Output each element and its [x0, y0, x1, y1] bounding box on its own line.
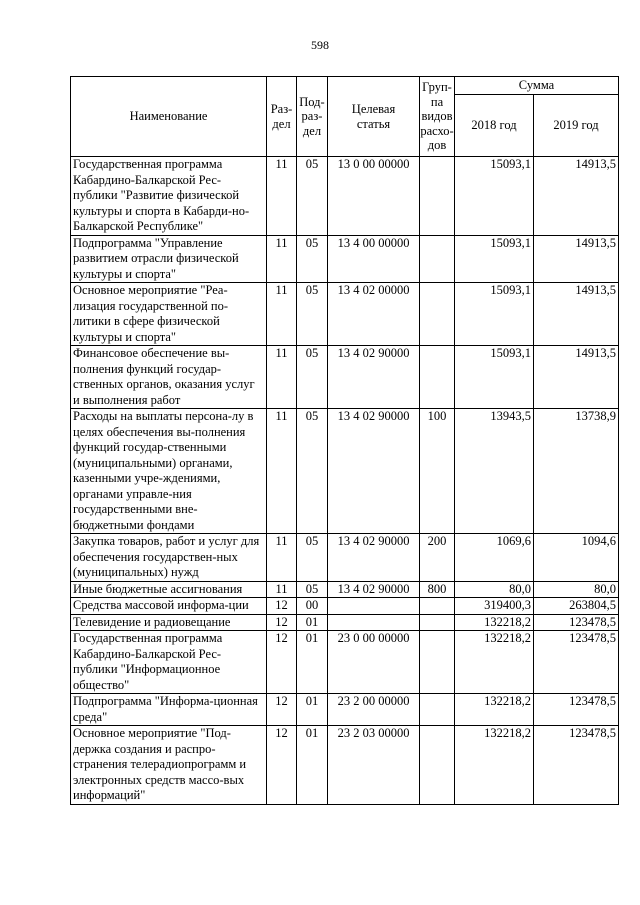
header-sum: Сумма [455, 77, 619, 95]
row-expense-group [420, 157, 455, 236]
table-row [71, 694, 619, 726]
row-section: 11 [267, 534, 297, 582]
header-name: Наименование [71, 77, 267, 157]
row-section: 12 [267, 631, 297, 694]
row-section: 11 [267, 157, 297, 236]
table-row [71, 409, 619, 534]
table-row [71, 631, 619, 694]
row-subsection: 05 [297, 235, 328, 283]
row-subsection: 01 [297, 614, 328, 631]
row-amount-2018: 13943,5 [455, 409, 534, 534]
row-name: Подпрограмма "Управление развитием отрасли физической культуры и спорта" [71, 235, 267, 283]
row-amount-2019: 123478,5 [534, 694, 619, 726]
row-name: Финансовое обеспечение вы-полнения функций государ-ственных органов, оказания услуг и выполнения работ [71, 346, 267, 409]
row-name: Средства массовой информа-ции [71, 598, 267, 615]
row-amount-2018: 1069,6 [455, 534, 534, 582]
row-name: Закупка товаров, работ и услуг для обеспечения государствен-ных (муниципальных) нужд [71, 534, 267, 582]
row-amount-2019: 263804,5 [534, 598, 619, 615]
row-subsection: 05 [297, 157, 328, 236]
row-subsection: 05 [297, 534, 328, 582]
row-expense-group: 800 [420, 581, 455, 598]
row-expense-group [420, 283, 455, 346]
row-expense-group [420, 694, 455, 726]
row-section: 11 [267, 283, 297, 346]
row-target-article: 13 4 02 00000 [328, 283, 420, 346]
row-amount-2019: 123478,5 [534, 631, 619, 694]
budget-table [70, 76, 619, 805]
row-subsection: 01 [297, 631, 328, 694]
row-target-article [328, 614, 420, 631]
row-amount-2019: 123478,5 [534, 726, 619, 805]
row-subsection: 05 [297, 581, 328, 598]
row-section: 11 [267, 346, 297, 409]
row-name: Основное мероприятие "Под-держка создания и распро-странения телерадиопрограмм и электронных средств массо-вых информаций" [71, 726, 267, 805]
row-amount-2018: 80,0 [455, 581, 534, 598]
header-year-2019: 2019 год [534, 95, 619, 157]
row-amount-2018: 132218,2 [455, 614, 534, 631]
row-expense-group [420, 346, 455, 409]
row-section: 12 [267, 694, 297, 726]
table-row [71, 614, 619, 631]
row-amount-2019: 14913,5 [534, 346, 619, 409]
row-amount-2019: 80,0 [534, 581, 619, 598]
row-amount-2018: 15093,1 [455, 283, 534, 346]
row-name: Основное мероприятие "Реа-лизация государственной по-литики в сфере физической культуры и спорта" [71, 283, 267, 346]
row-target-article: 13 4 00 00000 [328, 235, 420, 283]
row-section: 12 [267, 598, 297, 615]
row-subsection: 05 [297, 409, 328, 534]
row-name: Телевидение и радиовещание [71, 614, 267, 631]
row-amount-2018: 132218,2 [455, 694, 534, 726]
row-amount-2019: 14913,5 [534, 157, 619, 236]
table-row [71, 598, 619, 615]
header-year-2018: 2018 год [455, 95, 534, 157]
row-section: 11 [267, 409, 297, 534]
row-amount-2019: 1094,6 [534, 534, 619, 582]
row-amount-2019: 13738,9 [534, 409, 619, 534]
row-target-article: 13 4 02 90000 [328, 581, 420, 598]
row-amount-2018: 319400,3 [455, 598, 534, 615]
row-subsection: 01 [297, 694, 328, 726]
row-name: Расходы на выплаты персона-лу в целях обеспечения вы-полнения функций государ-ственными (муниципальными) органами, казенными учре-ждениями, органами управле-ния государственными вне-бюджетными фондами [71, 409, 267, 534]
row-target-article: 13 0 00 00000 [328, 157, 420, 236]
table-row [71, 581, 619, 598]
header-expense-group: Груп- па видов расхо- дов [420, 77, 455, 157]
row-target-article: 13 4 02 90000 [328, 409, 420, 534]
row-name: Иные бюджетные ассигнования [71, 581, 267, 598]
row-section: 11 [267, 581, 297, 598]
table-header [71, 77, 619, 157]
row-target-article: 23 2 03 00000 [328, 726, 420, 805]
row-target-article: 13 4 02 90000 [328, 534, 420, 582]
row-target-article: 13 4 02 90000 [328, 346, 420, 409]
table-row [71, 235, 619, 283]
page-number: 598 [311, 38, 329, 52]
row-expense-group [420, 598, 455, 615]
row-section: 12 [267, 726, 297, 805]
table-row [71, 157, 619, 236]
table-row [71, 726, 619, 805]
row-expense-group [420, 726, 455, 805]
row-amount-2019: 123478,5 [534, 614, 619, 631]
row-expense-group [420, 235, 455, 283]
table-row [71, 283, 619, 346]
row-amount-2018: 132218,2 [455, 726, 534, 805]
row-amount-2019: 14913,5 [534, 235, 619, 283]
row-subsection: 00 [297, 598, 328, 615]
row-name: Государственная программа Кабардино-Балкарской Рес-публики "Развитие физической культуры и спорта в Кабарди-но-Балкарской Республике" [71, 157, 267, 236]
row-target-article: 23 2 00 00000 [328, 694, 420, 726]
header-section: Раз- дел [267, 77, 297, 157]
row-expense-group [420, 614, 455, 631]
row-expense-group: 100 [420, 409, 455, 534]
row-amount-2019: 14913,5 [534, 283, 619, 346]
row-section: 12 [267, 614, 297, 631]
row-subsection: 05 [297, 346, 328, 409]
table-body [71, 157, 619, 805]
row-subsection: 05 [297, 283, 328, 346]
row-target-article [328, 598, 420, 615]
table-row [71, 346, 619, 409]
row-name: Подпрограмма "Информа-ционная среда" [71, 694, 267, 726]
row-section: 11 [267, 235, 297, 283]
row-expense-group [420, 631, 455, 694]
header-target-article: Целевая статья [328, 77, 420, 157]
row-expense-group: 200 [420, 534, 455, 582]
row-amount-2018: 132218,2 [455, 631, 534, 694]
row-name: Государственная программа Кабардино-Балкарской Рес-публики "Информационное общество" [71, 631, 267, 694]
row-subsection: 01 [297, 726, 328, 805]
row-target-article: 23 0 00 00000 [328, 631, 420, 694]
row-amount-2018: 15093,1 [455, 157, 534, 236]
header-subsection: Под- раз- дел [297, 77, 328, 157]
table-row [71, 534, 619, 582]
row-amount-2018: 15093,1 [455, 346, 534, 409]
row-amount-2018: 15093,1 [455, 235, 534, 283]
